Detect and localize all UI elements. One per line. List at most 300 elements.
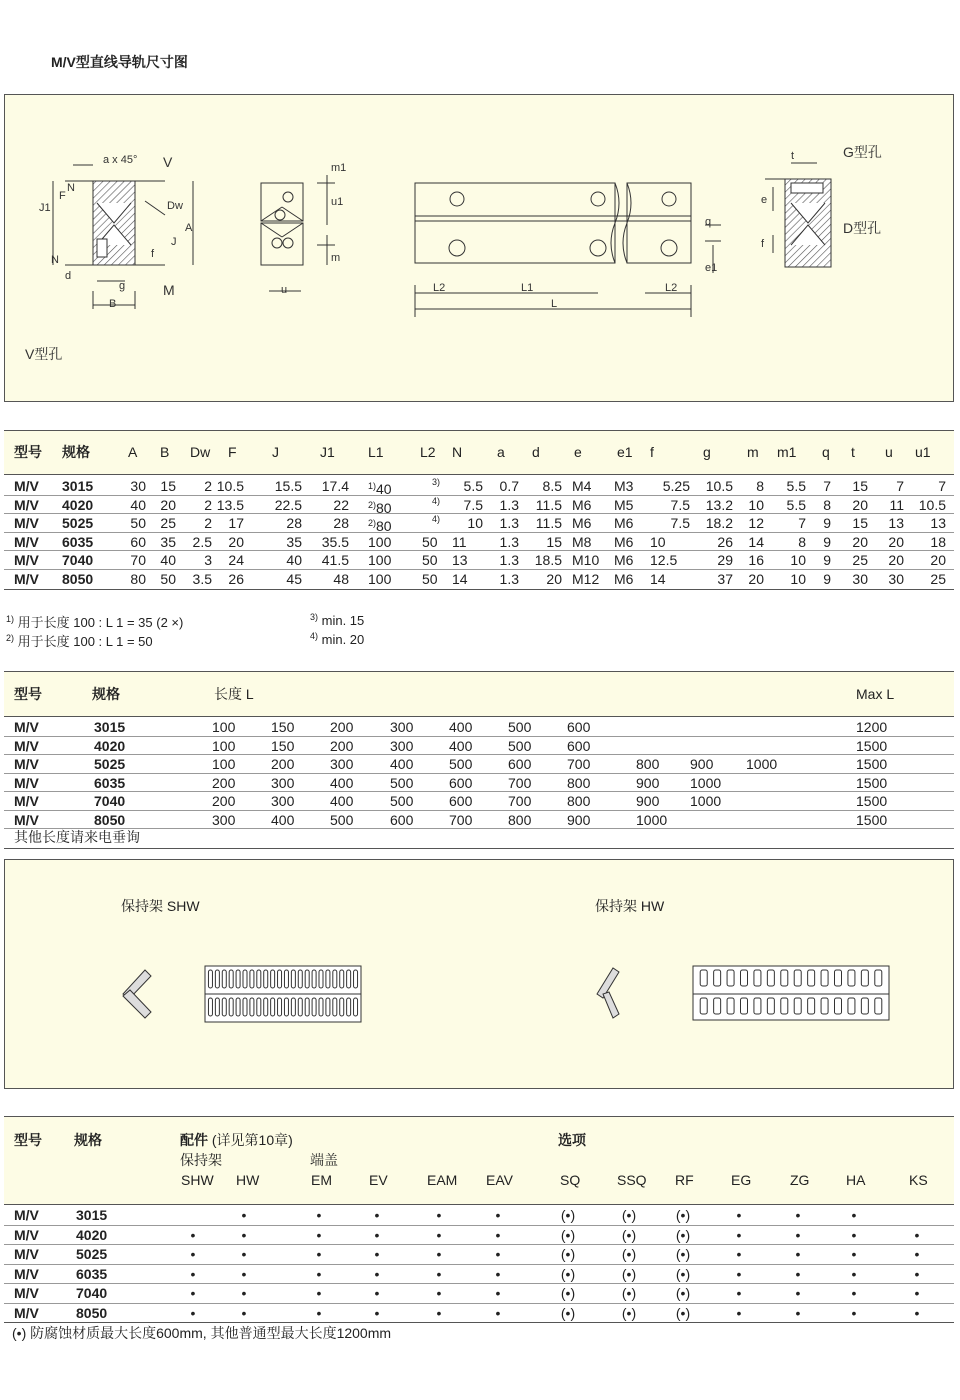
hw-roller	[767, 970, 774, 986]
acc-mark: •	[851, 1207, 857, 1223]
acc-mark: (•)	[560, 1246, 576, 1263]
length-value: 800	[567, 793, 591, 809]
shw-roller	[257, 998, 261, 1016]
dims-row-type: M/V	[14, 533, 39, 550]
acc-mark: •	[495, 1305, 501, 1321]
acc-h-spec: 规格	[74, 1132, 102, 1148]
shw-roller	[215, 970, 219, 988]
dims-header-2: A	[128, 444, 138, 460]
dims-cell-a: 1.3	[499, 571, 519, 587]
length-row-spec: 3015	[94, 719, 126, 735]
length-max: 1500	[856, 793, 888, 809]
shw-roller	[305, 970, 309, 988]
dims-cell-t: 15	[852, 478, 868, 494]
shw-angle-icon	[123, 970, 151, 1018]
acc-mark: •	[316, 1305, 322, 1321]
dims-cell-Dw: 13.5	[216, 496, 244, 513]
hw-strip	[693, 966, 889, 1020]
acc-row-type: M/V	[14, 1305, 39, 1321]
dims-cell-m1: 8	[798, 533, 806, 550]
shw-roller	[236, 998, 240, 1016]
acc-mark: •	[374, 1246, 380, 1263]
acc-mark: •	[736, 1207, 742, 1223]
dims-header-22: u1	[915, 444, 931, 460]
dims-cell-t: 15	[852, 515, 868, 532]
dims-header-11: a	[497, 444, 505, 460]
length-table-header-bg	[4, 671, 954, 716]
length-max: 1500	[856, 737, 888, 754]
dims-cell-e: M8	[572, 533, 592, 550]
dims-cell-e: M12	[572, 571, 600, 587]
dims-row-spec: 6035	[62, 533, 94, 550]
acc-mark: •	[436, 1305, 442, 1321]
page-title: M/V型直线导轨尺寸图	[51, 54, 188, 70]
row-divider	[4, 550, 954, 551]
dims-cell-m: 20	[748, 571, 764, 587]
dim-L2b: L2	[665, 282, 678, 294]
length-value: 800	[636, 756, 660, 772]
shw-roller	[278, 970, 282, 988]
hw-roller	[861, 998, 868, 1014]
acc-mark: •	[436, 1207, 442, 1223]
length-value: 900	[636, 774, 660, 791]
length-value: 700	[449, 811, 473, 828]
acc-mark: •	[436, 1246, 442, 1263]
footnote-mark: 1)	[368, 481, 377, 491]
acc-col-hw: HW	[236, 1172, 260, 1188]
dims-cell-L1: 100	[368, 552, 392, 569]
shw-roller	[271, 998, 275, 1016]
shw-roller	[354, 970, 358, 988]
shw-roller	[347, 970, 351, 988]
row-divider	[4, 532, 954, 533]
dim-F: F	[59, 190, 66, 202]
dims-cell-a: 1.3	[499, 515, 519, 532]
dims-cell-g: 18.2	[705, 515, 733, 532]
dims-cell-J: 41.5	[321, 552, 349, 569]
acc-row-type: M/V	[14, 1226, 39, 1243]
row-divider	[4, 754, 954, 755]
dims-header-18: m1	[777, 444, 797, 460]
v-hole-label: V型孔	[25, 346, 63, 362]
length-note: 其他长度请来电垂询	[14, 829, 140, 845]
shw-roller	[291, 998, 295, 1016]
dim-m1: m1	[331, 162, 347, 174]
shw-roller	[319, 970, 323, 988]
dims-cell-g: 29	[717, 552, 733, 569]
dims-header-10: N	[452, 444, 463, 460]
dims-cell-m1: 10	[790, 552, 806, 569]
length-value: 400	[390, 756, 414, 772]
hw-roller	[714, 970, 721, 986]
acc-mark: (•)	[621, 1285, 637, 1302]
shw-cage-label: 保持架 SHW	[121, 898, 200, 914]
length-max: 1500	[856, 756, 888, 772]
dims-row-spec: 5025	[62, 515, 94, 532]
acc-mark: (•)	[675, 1246, 691, 1263]
length-row-type: M/V	[14, 811, 39, 828]
dims-cell-B: 2	[204, 496, 212, 513]
length-value: 600	[567, 719, 591, 735]
dims-cell-d: 18.5	[534, 552, 562, 569]
acc-col-ha: HA	[846, 1172, 866, 1188]
d-hole-label: D型孔	[843, 220, 882, 236]
acc-mark: •	[316, 1285, 322, 1302]
hw-roller	[848, 970, 855, 986]
row-divider	[4, 810, 954, 811]
shw-roller	[298, 970, 302, 988]
dims-cell-Dw: 24	[228, 552, 244, 569]
row-divider	[4, 1225, 954, 1226]
dims-cell-A: 50	[160, 571, 176, 587]
g-d-hole-section	[765, 163, 831, 267]
dims-cell-规格: 50	[130, 515, 146, 532]
acc-mark: •	[190, 1246, 196, 1263]
row-divider	[4, 1303, 954, 1304]
dims-cell-J: 48	[333, 571, 349, 587]
cage-illustrations	[5, 860, 953, 1088]
acc-row-spec: 7040	[76, 1285, 108, 1302]
dims-cell-N-mark: 4)	[432, 514, 441, 525]
row-divider	[4, 736, 954, 737]
dims-cell-规格: 60	[130, 533, 146, 550]
length-value: 600	[449, 793, 473, 809]
shw-roller	[326, 998, 330, 1016]
acc-mark: •	[736, 1246, 742, 1263]
length-value: 500	[508, 737, 532, 754]
cage-panel	[4, 859, 954, 1089]
dims-cell-N: 13	[452, 552, 468, 569]
dims-cell-e1: M6	[614, 533, 634, 550]
dims-cell-d: 15	[546, 533, 562, 550]
acc-mark: •	[436, 1265, 442, 1282]
dims-cell-a: 1.3	[499, 533, 519, 550]
acc-row-spec: 6035	[76, 1265, 108, 1282]
hw-roller	[808, 998, 815, 1014]
footnote-3	[310, 612, 364, 628]
acc-col-ssq: SSQ	[617, 1172, 647, 1188]
length-value: 500	[330, 811, 354, 828]
footnote-mark: 2)	[368, 518, 377, 529]
length-value: 600	[508, 756, 532, 772]
footnote-mark: 3)	[310, 612, 319, 622]
length-row-spec: 7040	[94, 793, 126, 809]
shw-roller	[250, 998, 254, 1016]
acc-row-type: M/V	[14, 1246, 39, 1263]
dims-cell-e1: M5	[614, 496, 634, 513]
shw-roller	[257, 970, 261, 988]
hw-angle-icon	[597, 968, 619, 1018]
length-max: 1200	[856, 719, 888, 735]
dims-cell-f: 10	[650, 533, 666, 550]
dims-cell-A: 25	[160, 515, 176, 532]
dims-cell-d: 11.5	[535, 496, 562, 513]
dim-N: N	[67, 182, 75, 194]
shw-roller	[347, 998, 351, 1016]
shw-roller	[208, 998, 212, 1016]
dims-cell-t: 20	[852, 533, 868, 550]
acc-col-eg: EG	[731, 1172, 752, 1188]
dims-cell-m1: 5.5	[786, 496, 806, 513]
dims-cell-m1: 10	[790, 571, 806, 587]
hw-roller	[794, 970, 801, 986]
acc-table-header-line	[4, 1204, 954, 1205]
footnote-mark: 1)	[6, 614, 15, 624]
acc-mark: (•)	[560, 1226, 576, 1243]
shw-roller	[229, 998, 233, 1016]
dims-header-9: L2	[420, 444, 436, 460]
acc-mark: •	[241, 1207, 247, 1223]
acc-mark: •	[736, 1285, 742, 1302]
acc-mark: •	[316, 1226, 322, 1243]
dim-q: q	[705, 216, 712, 228]
acc-col-shw: SHW	[181, 1172, 214, 1188]
acc-mark: (•)	[621, 1207, 637, 1223]
dim-B: B	[109, 298, 117, 310]
dims-row-spec: 4020	[62, 496, 94, 513]
hw-roller	[754, 970, 761, 986]
dims-cell-f: 14	[650, 571, 666, 587]
v-profile-label: V	[163, 154, 173, 170]
acc-mark: •	[374, 1285, 380, 1302]
g-hole-label: G型孔	[843, 144, 882, 160]
length-value: 200	[330, 719, 354, 735]
acc-mark: •	[851, 1265, 857, 1282]
acc-col-em: EM	[311, 1172, 332, 1188]
acc-mark: •	[190, 1285, 196, 1302]
dims-header-20: t	[851, 444, 855, 460]
acc-mark: •	[736, 1226, 742, 1243]
dims-cell-f: 5.25	[662, 478, 690, 494]
shw-roller	[284, 998, 288, 1016]
dims-cell-g: 26	[717, 533, 733, 550]
length-h-spec: 规格	[92, 686, 120, 702]
dims-cell-e: M6	[572, 496, 592, 513]
row-divider	[4, 513, 954, 514]
dims-cell-F: 35	[286, 533, 302, 550]
dims-row-type: M/V	[14, 571, 39, 587]
dims-header-5: F	[228, 444, 237, 460]
dimension-drawing	[5, 95, 953, 401]
hw-roller	[808, 970, 815, 986]
acc-h-acc-title: 配件	[180, 1132, 208, 1148]
L1-value: 80	[376, 499, 392, 516]
acc-mark: •	[241, 1265, 247, 1282]
dims-cell-J: 28	[333, 515, 349, 532]
dims-cell-e: M6	[572, 515, 592, 532]
length-value: 700	[508, 774, 532, 791]
dims-cell-B: 2	[204, 478, 212, 494]
shw-roller	[264, 998, 268, 1016]
shw-roller	[236, 970, 240, 988]
dims-cell-m1: 5.5	[786, 478, 806, 494]
hw-roller	[821, 998, 828, 1014]
shw-roller	[326, 970, 330, 988]
dims-header-13: e	[574, 444, 582, 460]
hw-roller	[741, 970, 748, 986]
dims-cell-Dw: 20	[228, 533, 244, 550]
row-divider	[4, 773, 954, 774]
shw-roller	[229, 970, 233, 988]
shw-roller	[333, 998, 337, 1016]
length-value: 600	[449, 774, 473, 791]
dims-cell-a: 1.3	[499, 496, 519, 513]
dim-u: u	[281, 284, 288, 296]
dims-row-type: M/V	[14, 478, 39, 494]
dims-cell-F: 40	[286, 552, 302, 569]
acc-mark: •	[190, 1305, 196, 1321]
footnote-text: 用于长度 100 : L 1 = 50	[14, 634, 153, 649]
dim-L1: L1	[521, 282, 534, 294]
acc-mark: •	[795, 1207, 801, 1223]
hw-cage-label: 保持架 HW	[595, 898, 665, 914]
footnote-mark: 4)	[310, 631, 319, 641]
dims-cell-e: M4	[572, 478, 592, 494]
dims-cell-q: 7	[823, 478, 831, 494]
acc-row-spec: 4020	[76, 1226, 108, 1243]
length-value: 300	[271, 774, 295, 791]
acc-mark: •	[736, 1265, 742, 1282]
acc-mark: •	[851, 1226, 857, 1243]
hw-roller	[741, 998, 748, 1014]
dims-header-0: 型号	[14, 444, 42, 460]
dims-cell-u1: 10.5	[918, 496, 946, 513]
length-value: 150	[271, 737, 295, 754]
hw-roller	[781, 998, 788, 1014]
acc-mark: •	[241, 1305, 247, 1321]
acc-mark: •	[316, 1246, 322, 1263]
dims-cell-Dw: 26	[228, 571, 244, 587]
dims-cell-t: 25	[852, 552, 868, 569]
dim-L: L	[551, 298, 558, 310]
footnote-text: min. 15	[318, 613, 365, 628]
dim-e: e	[761, 194, 768, 206]
acc-mark: •	[374, 1207, 380, 1223]
dims-cell-J: 22	[333, 496, 349, 513]
hw-roller	[727, 970, 734, 986]
dim-Dw: Dw	[167, 200, 183, 212]
dims-cell-t: 20	[852, 496, 868, 513]
dims-cell-f: 7.5	[670, 496, 690, 513]
acc-col-sq: SQ	[560, 1172, 581, 1188]
dims-row-type: M/V	[14, 552, 39, 569]
row-divider	[4, 1264, 954, 1265]
acc-h-acc-note: (详见第10章)	[211, 1132, 293, 1148]
dims-header-14: e1	[617, 444, 633, 460]
acc-mark: •	[795, 1265, 801, 1282]
row-divider	[4, 569, 954, 570]
dims-cell-N: 5.5	[463, 478, 483, 494]
acc-col-ev: EV	[369, 1172, 388, 1188]
shw-roller	[298, 998, 302, 1016]
dims-cell-q: 9	[823, 552, 831, 569]
dims-header-3: B	[160, 444, 170, 460]
dims-cell-e1: M3	[614, 478, 634, 494]
dims-cell-d: 8.5	[542, 478, 562, 494]
dims-cell-L2: 50	[422, 571, 438, 587]
acc-mark: •	[795, 1285, 801, 1302]
v-m-front-view	[261, 175, 335, 291]
dims-cell-u1: 25	[930, 571, 946, 587]
shw-roller	[340, 998, 344, 1016]
dims-cell-u1: 20	[930, 552, 946, 569]
length-value: 400	[271, 811, 295, 828]
acc-h-endcap: 端盖	[310, 1152, 338, 1168]
dims-cell-u: 20	[888, 552, 904, 569]
length-h-type: 型号	[14, 686, 42, 702]
dim-m: m	[331, 252, 341, 264]
dims-cell-规格: 40	[130, 496, 146, 513]
acc-mark: •	[851, 1285, 857, 1302]
acc-mark: •	[851, 1246, 857, 1263]
acc-col-ks: KS	[909, 1172, 928, 1188]
acc-mark: •	[241, 1285, 247, 1302]
shw-roller	[264, 970, 268, 988]
acc-col-zg: ZG	[790, 1172, 810, 1188]
dims-cell-q: 9	[823, 515, 831, 532]
acc-mark: •	[316, 1207, 322, 1223]
shw-roller	[243, 998, 247, 1016]
length-value: 300	[390, 737, 414, 754]
dims-header-21: u	[885, 444, 893, 460]
dim-e1: e1	[705, 262, 718, 274]
dims-cell-u1: 18	[930, 533, 946, 550]
L1-value: 40	[376, 481, 392, 497]
dims-cell-F: 28	[286, 515, 302, 532]
acc-row-spec: 3015	[76, 1207, 108, 1223]
acc-mark: •	[190, 1226, 196, 1243]
dims-cell-L2: 50	[422, 533, 438, 550]
dims-cell-N-mark: 4)	[432, 495, 441, 506]
length-value: 900	[690, 756, 714, 772]
length-row-spec: 5025	[94, 756, 126, 772]
length-value: 800	[567, 774, 591, 791]
rail-long-view	[415, 183, 721, 317]
dims-cell-Dw: 10.5	[216, 478, 244, 494]
dims-cell-t: 30	[852, 571, 868, 587]
dims-cell-B: 2	[204, 515, 212, 532]
acc-mark: (•)	[560, 1265, 576, 1282]
length-row-type: M/V	[14, 719, 39, 735]
acc-h-acc	[180, 1132, 293, 1149]
hw-roller	[861, 970, 868, 986]
row-divider	[4, 791, 954, 792]
acc-mark: (•)	[621, 1265, 637, 1282]
hw-roller	[754, 998, 761, 1014]
dims-cell-u1: 7	[938, 478, 946, 494]
dims-cell-A: 20	[160, 496, 176, 513]
length-value: 1000	[746, 756, 778, 772]
dims-cell-A: 15	[160, 478, 176, 494]
dims-table-bottom-line	[4, 589, 954, 590]
acc-mark: •	[495, 1265, 501, 1282]
acc-mark: (•)	[560, 1285, 576, 1302]
length-value: 900	[636, 793, 660, 809]
dim-L2a: L2	[433, 282, 446, 294]
acc-mark: •	[241, 1246, 247, 1263]
dims-cell-N: 11	[452, 533, 467, 550]
dims-cell-规格: 70	[130, 552, 146, 569]
dims-cell-规格: 30	[130, 478, 146, 494]
dims-cell-e1: M6	[614, 515, 634, 532]
length-value: 800	[508, 811, 532, 828]
acc-mark: (•)	[675, 1305, 691, 1321]
acc-mark: •	[914, 1246, 920, 1263]
dims-cell-F: 45	[286, 571, 302, 587]
acc-mark: (•)	[675, 1226, 691, 1243]
length-value: 500	[449, 756, 473, 772]
dims-header-19: q	[822, 444, 830, 460]
